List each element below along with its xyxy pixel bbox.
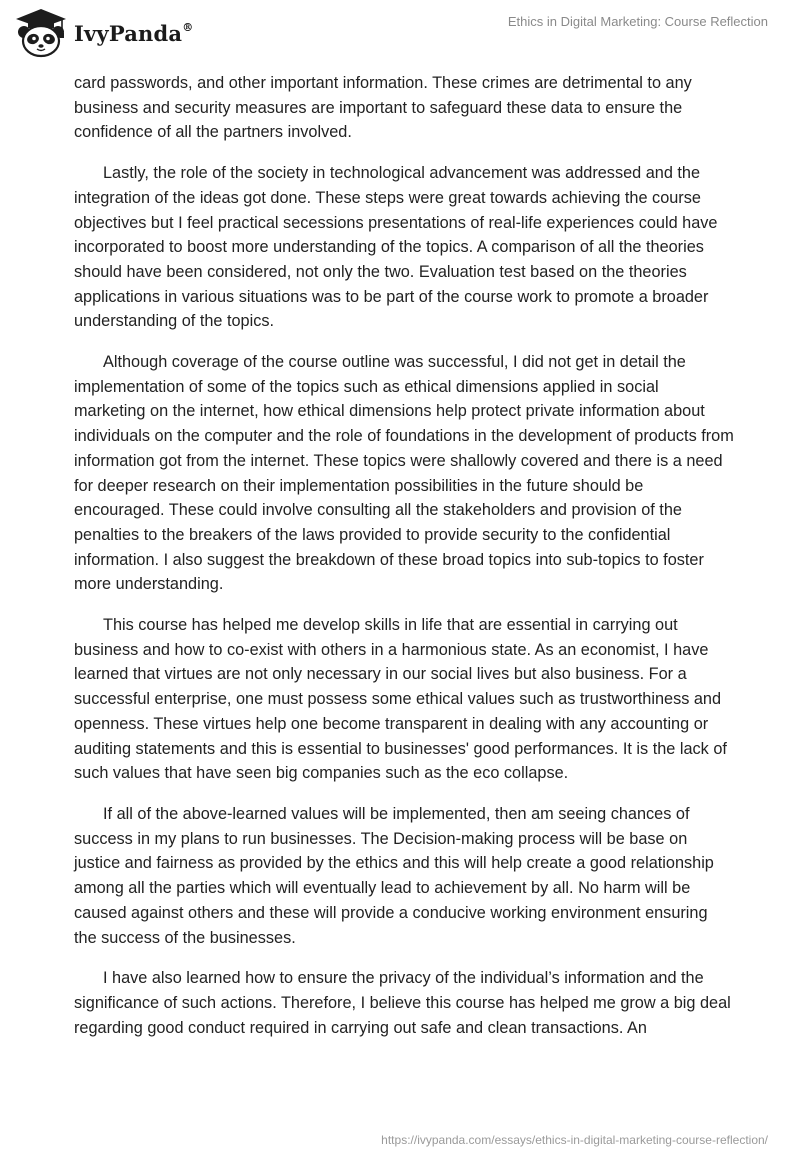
- page-header: [0, 0, 800, 70]
- essay-body: [74, 71, 734, 1056]
- panda-graduate-icon: [14, 8, 68, 58]
- paragraph: This course has helped me develop skills in life that are essential in carrying out business and how to co-exist with others in a harmonious state. As an economist, I have learned that virtues are not only necessary in our social lives but also business. For a successful enterprise, one must possess some ethical values such as trustworthiness and openness. These virtues help one become transparent in dealing with any accounting or auditing statements and this is essential to businesses' good performances. It is the lack of such values that have seen big companies such as the eco collapse.: [74, 616, 727, 783]
- brand-name: IvyPanda®: [74, 20, 194, 46]
- paragraph: I have also learned how to ensure the privacy of the individual’s information and the significance of such actions. Therefore, I believe this course has helped me grow a big deal regarding good conduct required in carrying out safe and clean transactions. An: [74, 969, 731, 1037]
- paragraph: card passwords, and other important information. These crimes are detrimental to any business and security measures are important to safeguard these data to ensure the confidence of all the partners involved.: [74, 74, 692, 142]
- document-title: Ethics in Digital Marketing: Course Reflection: [507, 14, 768, 29]
- paragraph: Lastly, the role of the society in technological advancement was addressed and the integration of the ideas got done. These steps were great towards achieving the course objectives but I feel practical secessions presentations of real-life experiences could have incorporated to boost more understanding of the topics. A comparison of all the theories should have been considered, not only the two. Evaluation test based on the theories applications in various situations was to be part of the course work to promote a broader understanding of the topics.: [74, 164, 718, 331]
- paragraph: Although coverage of the course outline was successful, I did not get in detail the implementation of some of the topics such as ethical dimensions applied in social marketing on the internet, how ethical dimensions help protect private information about individuals on the computer and the role of foundations in the development of products from information got from the internet. These topics were shallowly covered and there is a need for deeper research on their implementation possibilities in the future should be encouraged. These could involve consulting all the stakeholders and provision of the penalties to the breakers of the laws provided to provide security to the confidential information. I also suggest the breakdown of these broad topics into sub-topics to foster more understanding.: [74, 353, 734, 594]
- paragraph: If all of the above-learned values will be implemented, then am seeing chances of success in my plans to run businesses. The Decision-making process will be base on justice and fairness as provided by the ethics and this will help create a good relationship among all the parties which will eventually lead to achievement by all. No harm will be caused against others and these will provide a conducive working environment ensuring the success of the businesses.: [74, 804, 714, 947]
- source-url[interactable]: https://ivypanda.com/essays/ethics-in-digital-marketing-course-reflection/: [381, 1133, 768, 1147]
- logo[interactable]: [14, 8, 193, 58]
